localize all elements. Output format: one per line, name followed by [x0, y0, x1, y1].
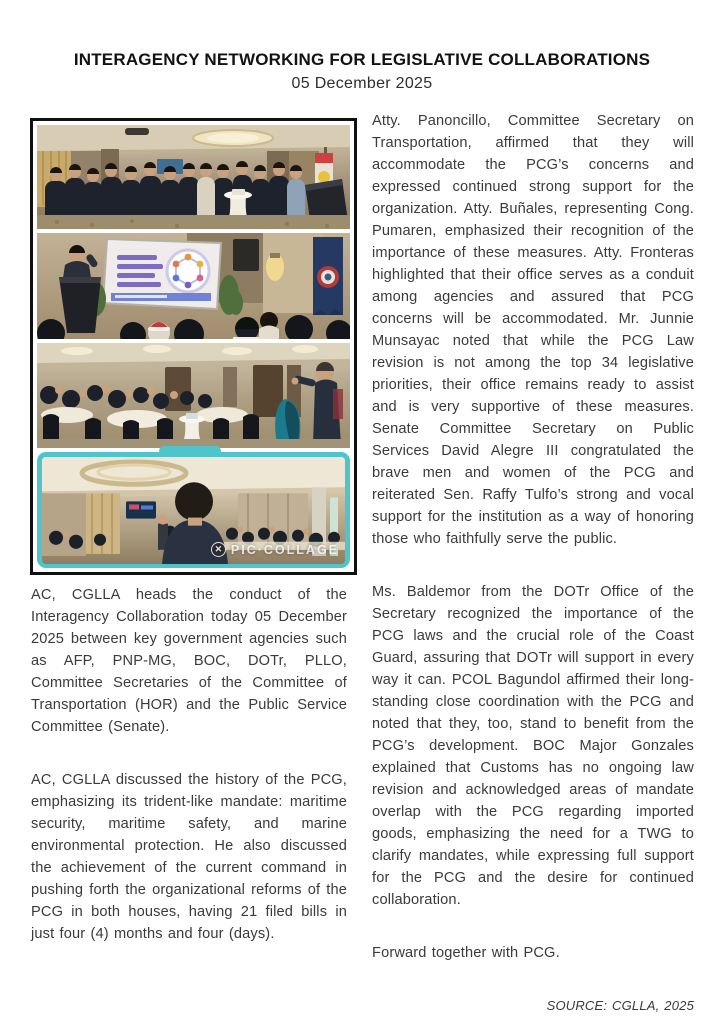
photo-backview	[42, 457, 345, 564]
left-column	[31, 584, 347, 945]
left-paragraph-2: AC, CGLLA discussed the history of the PCG, emphasizing its trident-like mandate: maritime security, maritime safety, and marine environmental protection. He also discussed the achievement of the current command in pushing forth the organizational reforms of the PCG in both houses, having 21 filed bills in just four (4) months and four (days).	[31, 772, 347, 942]
pic-collage-watermark	[211, 542, 339, 557]
photo-group	[37, 125, 350, 229]
left-paragraph-1: AC, CGLLA heads the conduct of the Interagency Collaboration today 05 December 2025 between key government agencies such as AFP, PNP-MG, BOC, DOTr, PLLO, Committee Secretaries of the Committee of Transportation (HOR) and the Public Service Committee (Senate).	[31, 587, 347, 735]
collage-frame-tab	[159, 446, 221, 456]
photo-backview-frame	[37, 452, 350, 568]
header	[0, 50, 724, 93]
page-date: 05 December 2025	[291, 75, 433, 92]
right-column	[372, 110, 694, 1017]
page-title: INTERAGENCY NETWORKING FOR LEGISLATIVE COLLABORATIONS	[73, 50, 651, 69]
source-credit: SOURCE: CGLLA, 2025	[546, 998, 694, 1013]
x-circle-icon: ✕	[211, 542, 226, 557]
audience-illustration	[37, 343, 350, 448]
right-paragraph-1: Atty. Panoncillo, Committee Secretary on Transportation, affirmed that they will accommodate the PCG’s concerns and expressed continued strong support for the organization. Atty. Buñales, representing Cong. Pumaren, emphasized their recognition of the importance of these measures. Atty. Fronteras highlighted that their office serves as a conduit among agencies and assured that PCG concerns will be accommodated. Mr. Junnie Munsayac noted that while the PCG Law revision is not among the top 34 legislative priorities, their office remains ready to assist and is very supportive of these measures. Senate Committee Secretary on Public Services David Alegre III congratulated the brave men and women of the PCG and reiterated Sen. Raffy Tulfo’s strong and vocal support for the institution as a way of honoring those who faithfully serve the public.	[372, 113, 694, 547]
watermark-label: PIC·COLLAGE	[230, 542, 339, 557]
right-paragraph-3: Forward together with PCG.	[372, 945, 560, 961]
photo-collage	[30, 118, 357, 575]
group-photo-illustration	[37, 125, 350, 229]
right-paragraph-2: Ms. Baldemor from the DOTr Office of the Secretary recognized the importance of the PCG laws and the crucial role of the Coast Guard, assuring that DOTr will support in every way it can. PCOL Bagundol affirmed their long-standing close coordination with the PCG and noted that they, too, stand to benefit from the PCG’s development. BOC Major Gonzales explained that Customs has no ongoing law revision and acknowledged areas of mandate overlap with the PCG regarding imported goods, emphasizing the need for a TWG to clarify mandates, while expressing full support for the PCG and the desire for continued collaboration.	[372, 584, 694, 908]
photo-speaker-slide	[37, 233, 350, 339]
photo-audience-tables	[37, 343, 350, 448]
speaker-slide-illustration	[37, 233, 350, 339]
